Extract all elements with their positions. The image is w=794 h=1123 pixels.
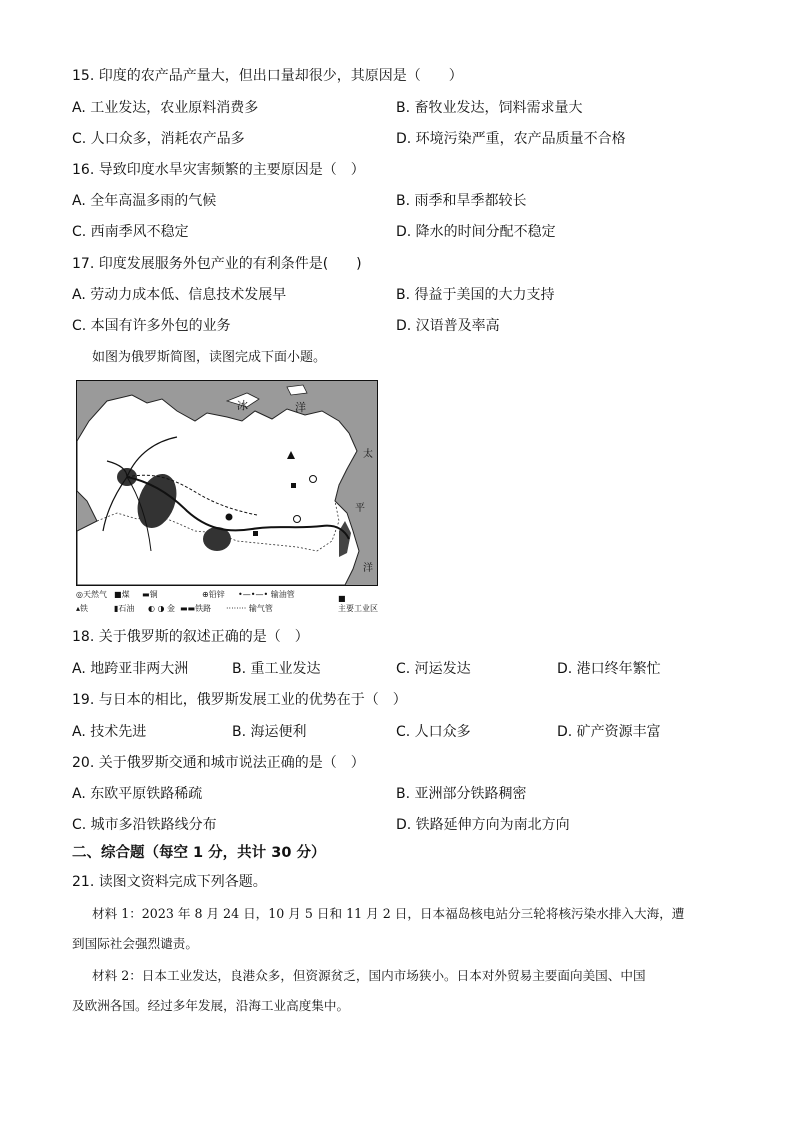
q15-option-d[interactable]: D. 环境污染严重，农产品质量不合格 (396, 131, 626, 147)
legend-gold: ◐ ◑ 金 (148, 604, 176, 613)
material-1-line-1: 材料 1：2023 年 8 月 24 日，10 月 5 日和 11 月 2 日，日本福岛核电站分三轮将核污染水排入大海，遭 (92, 906, 685, 921)
q19-option-a[interactable]: A. 技术先进 (72, 724, 147, 740)
legend-industry: ■ (338, 594, 346, 603)
material-2-line-1: 材料 2：日本工业发达，良港众多，但资源贫乏，国内市场狭小。日本对外贸易主要面向美国、中国 (92, 968, 646, 983)
question-17-stem: 17. 印度发展服务外包产业的有利条件是( ) (72, 256, 362, 272)
legend-gas-pipeline: ········ 输气管 (226, 604, 273, 613)
lead-zinc-symbol (226, 514, 233, 521)
q17-option-d[interactable]: D. 汉语普及率高 (396, 318, 500, 334)
map-intro-text: 如图为俄罗斯简图，读图完成下面小题。 (92, 350, 327, 365)
question-15-stem: 15. 印度的农产品产量大，但出口量却很少，其原因是（ ） (72, 68, 463, 84)
q16-option-c[interactable]: C. 西南季风不稳定 (72, 224, 189, 240)
q16-option-d[interactable]: D. 降水的时间分配不稳定 (396, 224, 556, 240)
q19-option-b[interactable]: B. 海运便利 (232, 724, 307, 740)
q20-option-d[interactable]: D. 铁路延伸方向为南北方向 (396, 817, 570, 833)
legend-industry-label: 主要工业区 (338, 604, 378, 613)
q18-option-a[interactable]: A. 地跨亚非两大洲 (72, 661, 189, 677)
q18-option-d[interactable]: D. 港口终年繁忙 (557, 661, 661, 677)
legend-coal: ■煤 (114, 590, 130, 599)
question-16-stem: 16. 导致印度水旱灾害频繁的主要原因是（ ） (72, 162, 365, 178)
q17-option-c[interactable]: C. 本国有许多外包的业务 (72, 318, 231, 334)
label-yang: 洋 (363, 563, 373, 574)
label-tai: 太 (363, 449, 373, 460)
q18-option-c[interactable]: C. 河运发达 (396, 661, 471, 677)
russia-map-drawing (77, 381, 377, 585)
q17-option-a[interactable]: A. 劳动力成本低、信息技术发展早 (72, 287, 287, 303)
arctic-island (287, 385, 307, 395)
landmass (77, 395, 359, 585)
question-19-stem: 19. 与日本的相比，俄罗斯发展工业的优势在于（ ） (72, 692, 407, 708)
q15-option-c[interactable]: C. 人口众多，消耗农产品多 (72, 131, 245, 147)
question-21-stem: 21. 读图文资料完成下列各题。 (72, 874, 267, 890)
q18-option-b[interactable]: B. 重工业发达 (232, 661, 321, 677)
q17-option-b[interactable]: B. 得益于美国的大力支持 (396, 287, 555, 303)
question-18-stem: 18. 关于俄罗斯的叙述正确的是（ ） (72, 629, 309, 645)
russia-map (76, 380, 378, 586)
legend-oil-pipeline: •—•—• 输油管 (238, 590, 295, 599)
map-legend (76, 589, 396, 619)
material-1-line-2: 到国际社会强烈谴责。 (72, 936, 198, 951)
q16-option-b[interactable]: B. 雨季和旱季都较长 (396, 193, 527, 209)
q15-option-b[interactable]: B. 畜牧业发达，饲料需求量大 (396, 100, 583, 116)
legend-rail: ▬▬铁路 (180, 604, 212, 613)
q20-option-b[interactable]: B. 亚洲部分铁路稠密 (396, 786, 527, 802)
q15-option-a[interactable]: A. 工业发达，农业原料消费多 (72, 100, 259, 116)
label-ping: 平 (355, 503, 365, 514)
legend-iron: ▴铁 (76, 604, 89, 613)
coal-symbol-2 (253, 531, 258, 536)
legend-copper: ▬铜 (142, 590, 158, 599)
legend-lead-zinc: ⊕铅锌 (202, 590, 225, 599)
label-ice: 冰 (237, 399, 248, 412)
legend-oil: ▮石油 (114, 604, 135, 613)
q16-option-a[interactable]: A. 全年高温多雨的气候 (72, 193, 217, 209)
legend-gas: ◎天然气 (76, 590, 107, 599)
question-20-stem: 20. 关于俄罗斯交通和城市说法正确的是（ ） (72, 755, 365, 771)
q19-option-c[interactable]: C. 人口众多 (396, 724, 471, 740)
label-ocean: 洋 (295, 401, 306, 414)
coal-symbol (291, 483, 296, 488)
q19-option-d[interactable]: D. 矿产资源丰富 (557, 724, 661, 740)
q20-option-c[interactable]: C. 城市多沿铁路线分布 (72, 817, 217, 833)
section-2-heading: 二、综合题（每空 1 分，共计 30 分） (72, 845, 326, 861)
material-2-line-2: 及欧洲各国。经过多年发展，沿海工业高度集中。 (72, 998, 350, 1013)
q20-option-a[interactable]: A. 东欧平原铁路稀疏 (72, 786, 203, 802)
